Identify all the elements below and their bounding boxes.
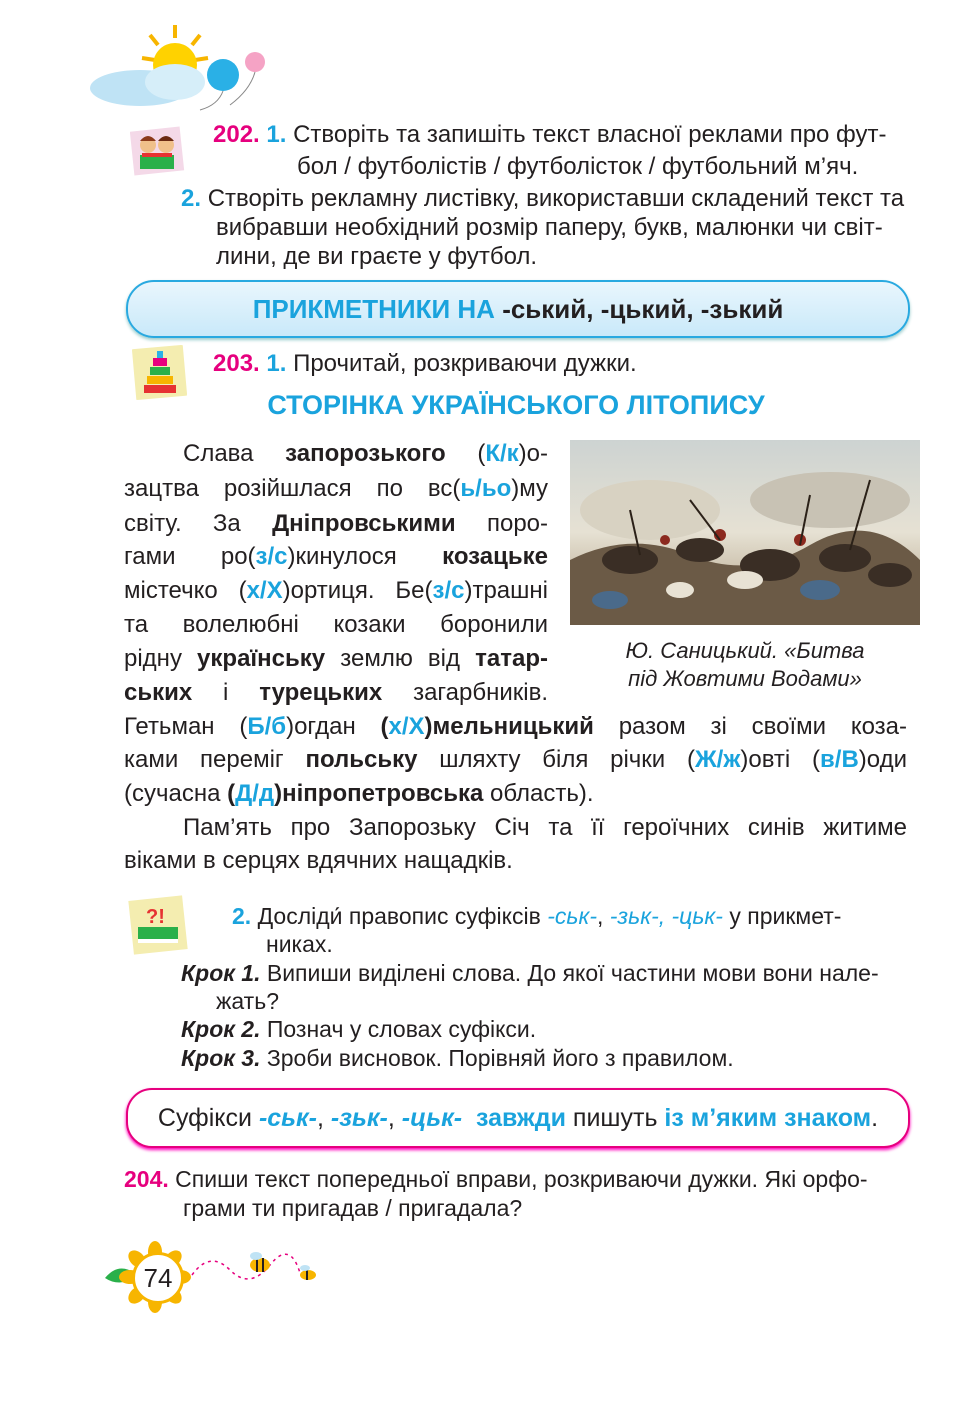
step-label: Крок 3. [181, 1045, 261, 1071]
paragraph-line: лини, де ви граєте у футбол. [216, 243, 538, 270]
step-text: Зроби висновок. Порівняй його з правилом. [260, 1045, 734, 1071]
suffix: -ськ- [547, 903, 597, 929]
task-text: никах. [266, 931, 333, 957]
sun-cloud-balloons-icon [80, 20, 280, 120]
paragraph-line: Створіть рекламну листівку, використавши складений текст та [207, 185, 905, 212]
paragraph-line: бол / футболістів / футболісток / футбольний м’яч. [297, 153, 859, 180]
suffix: -зьк-, [609, 903, 666, 929]
text-line: рідну українську землю від татар- [124, 645, 548, 672]
suffix: -цьк- [671, 903, 723, 929]
text-line: ських і турецьких загарбників. [124, 679, 548, 706]
task-text: , [596, 903, 610, 929]
text-line: ками переміг польську шляхту біля річки (Ж/ж)овті (в/В)оди [124, 746, 908, 773]
battle-painting-image [570, 440, 920, 625]
task-text: у прикмет- [722, 903, 842, 929]
text-line: Слава запорозького (К/к)о- [183, 440, 548, 467]
step-text: Випиши виділені слова. До якої частини мови вони нале- [260, 960, 879, 986]
text-line: зацтва розійшлася по вс(ь/ьо)му [124, 475, 548, 502]
step-text: Познач у словах суфікси. [260, 1016, 537, 1042]
text-line: (сучасна (Д/д)ніпропетровська область). [124, 780, 594, 807]
text-line: містечко (х/Х)ортиця. Бе(з/с)трашні [124, 577, 548, 604]
step-label: Крок 1. [181, 960, 261, 986]
item-number: 1. [266, 121, 287, 148]
instruction-text: Прочитай, розкриваючи дужки. [293, 350, 637, 377]
text-title: СТОРІНКА УКРАЇНСЬКОГО ЛІТОПИСУ [267, 390, 765, 420]
painting-caption-line: Ю. Саницький. «Битва [625, 638, 865, 663]
rule-box: Суфікси -ськ-, -зьк-, -цьк- завжди пишуть із м’яким знаком. [126, 1088, 910, 1148]
text-line: гами ро(з/с)кинулося козацьке [124, 543, 548, 570]
exercise-number: 202. [213, 121, 260, 148]
paragraph-line: вибравши необхідний розмір паперу, букв, малюнки чи світ- [216, 214, 883, 241]
task-text: Досліди́ правопис суфіксів [257, 903, 548, 929]
step-text: жать? [216, 988, 279, 1014]
book-question-icon [128, 895, 188, 955]
bee-icon [190, 1245, 325, 1290]
text-line: Пам’ять про Запорозьку Січ та її героїчних синів житиме [183, 814, 907, 841]
step-label: Крок 2. [181, 1016, 261, 1042]
text-line: віками в серцях вдячних нащадків. [124, 847, 513, 874]
painting-caption-line: під Жовтими Водами» [628, 666, 862, 691]
exercise-number: 203. [213, 350, 260, 377]
exercise-number: 204. [124, 1166, 169, 1192]
paragraph-line: грами ти пригадав / пригадала? [183, 1195, 523, 1221]
section-heading-banner [126, 280, 910, 338]
page-number: 74 [132, 1252, 184, 1304]
text-line: та волелюбні козаки боронили [124, 611, 548, 638]
item-number: 1. [266, 350, 287, 377]
item-number: 2. [232, 903, 252, 929]
children-reading-icon [130, 125, 185, 177]
section-heading-suffixes: -ський, -цький, -зький [502, 294, 784, 324]
item-number: 2. [181, 185, 202, 212]
text-line: Гетьман (Б/б)огдан (х/Х)мельницький разом зі своїми коза- [124, 713, 908, 740]
section-heading-part: ПРИКМЕТНИКИ НА [252, 294, 503, 324]
svg-text:?!: ?! [146, 906, 165, 928]
paragraph-line: Спиши текст попередньої вправи, розкриваючи дужки. Які орфо- [175, 1166, 868, 1192]
text-line: світу. За Дніпровськими поро- [124, 510, 549, 537]
paragraph-line: Створіть та запишіть текст власної реклами про фут- [293, 121, 887, 148]
